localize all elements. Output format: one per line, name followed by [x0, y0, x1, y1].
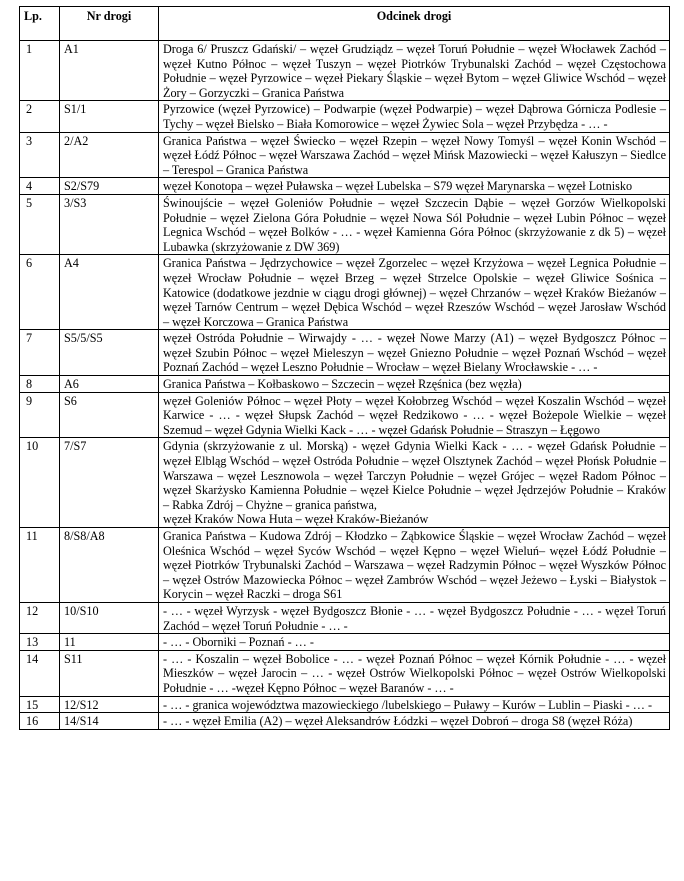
row-road-number: 7/S7	[60, 438, 159, 528]
header-road-segment: Odcinek drogi	[159, 7, 670, 41]
table-row	[20, 650, 670, 696]
row-lp: 4	[20, 178, 60, 195]
table-row	[20, 602, 670, 633]
row-segment-cell	[159, 330, 670, 376]
row-segment-cell	[159, 713, 670, 730]
table-row	[20, 696, 670, 713]
row-road-segment: węzeł Goleniów Północ – węzeł Płoty – węzeł Kołobrzeg Wschód – węzeł Koszalin Wschód – węzeł Karwice - … - węzeł Słupsk Zachód – węzeł Redzikowo - … - węzeł Bożepole Wielkie – węzeł Szemud – węzeł Gdynia Wielki Kack - … - węzeł Gdańsk Południe – Straszyn – Łęgowo	[163, 393, 666, 437]
row-lp: 1	[20, 41, 60, 101]
row-road-segment: Gdynia (skrzyżowanie z ul. Morską) - węzeł Gdynia Wielki Kack - … - węzeł Gdańsk Południe – węzeł Elbląg Wschód – węzeł Ostróda Południe – węzeł Olsztynek Zachód – węzeł Płońsk Południe – Warszawa – węzeł Lesznowola – węzeł Tarczyn Południe – węzeł Grójec – węzeł Radom Północ – węzeł Skarżysko Kamienna Południe – węzeł Kielce Południe – węzeł Jędrzejów Południe – Kraków – Rabka Zdrój – Chyżne – granica państwa, węzeł Kraków Nowa Huta – węzeł Kraków-Bieżanów	[163, 439, 666, 527]
row-road-segment: węzeł Ostróda Południe – Wirwajdy - … - węzeł Nowe Marzy (A1) – węzeł Bydgoszcz Północ – węzeł Szubin Północ – węzeł Mieleszyn – węzeł Gniezno Południe – węzeł Poznań Wschód – węzeł Poznań Zachód – węzeł Leszno Południe – Wrocław – węzeł Bielany Wrocławskie - … -	[163, 331, 666, 375]
row-lp: 3	[20, 132, 60, 178]
table-row	[20, 330, 670, 376]
row-road-number: A4	[60, 255, 159, 330]
table-row	[20, 392, 670, 438]
table-row	[20, 132, 670, 178]
row-road-segment: Droga 6/ Pruszcz Gdański/ – węzeł Grudziądz – węzeł Toruń Południe – węzeł Włocławek Zachód – węzeł Kutno Północ – węzeł Tuszyn – węzeł Piotrków Trybunalski Zachód – węzeł Częstochowa Południe – węzeł Pyrzowice – węzeł Piekary Śląskie – węzeł Bytom – węzeł Gliwice Wschód – węzeł Żory – Gorzyczki – Granica Państwa	[163, 42, 666, 100]
row-segment-cell	[159, 696, 670, 713]
row-road-number: 2/A2	[60, 132, 159, 178]
row-segment-cell	[159, 41, 670, 101]
table-header-row	[20, 7, 670, 41]
row-road-segment: Świnoujście – węzeł Goleniów Południe – węzeł Szczecin Dąbie – węzeł Gorzów Wielkopolski Południe – węzeł Zielona Góra Południe – węzeł Nowa Sól Południe – węzeł Lubin Północ – węzeł Legnica Wschód – węzeł Bolków - … - węzeł Kamienna Góra Północ (skrzyżowanie z dk 5) – węzeł Lubawka (skrzyżowanie z DW 369)	[163, 195, 666, 254]
row-segment-cell	[159, 392, 670, 438]
row-road-segment: Granica Państwa – Kołbaskowo – Szczecin – węzeł Rzęśnica (bez węzła)	[163, 377, 522, 392]
row-lp: 12	[20, 602, 60, 633]
row-segment-cell	[159, 132, 670, 178]
row-road-segment: Granica Państwa – Jędrzychowice – węzeł Zgorzelec – węzeł Krzyżowa – węzeł Legnica Południe – węzeł Wrocław Południe – węzeł Brzeg – węzeł Strzelce Opolskie – węzeł Gliwice Sośnica – Katowice (dodatkowe jezdnie w ciągu drogi głównej) – węzeł Chrzanów – węzeł Kraków Bieżanów – węzeł Tarnów Centrum – węzeł Dębica Wschód – węzeł Rzeszów Wschód – węzeł Jarosław Wschód – węzeł Korczowa – Granica Państwa	[163, 256, 666, 329]
row-lp: 2	[20, 101, 60, 132]
road-table	[19, 6, 670, 730]
row-road-number: 12/S12	[60, 696, 159, 713]
row-segment-cell	[159, 528, 670, 603]
row-road-number: A6	[60, 376, 159, 393]
row-segment-cell	[159, 438, 670, 528]
row-road-segment: - … - Oborniki – Poznań - … -	[163, 635, 314, 650]
row-segment-cell	[159, 194, 670, 254]
row-lp: 5	[20, 194, 60, 254]
row-segment-cell	[159, 255, 670, 330]
row-segment-cell	[159, 634, 670, 651]
row-road-segment: węzeł Konotopa – węzeł Puławska – węzeł Lubelska – S79 węzeł Marynarska – węzeł Lotnisko	[163, 179, 633, 194]
row-road-segment: - … - węzeł Wyrzysk - węzeł Bydgoszcz Błonie - … - węzeł Bydgoszcz Południe - … - węzeł Toruń Zachód – węzeł Toruń Południe - … -	[163, 603, 666, 633]
table-row	[20, 438, 670, 528]
table-row	[20, 376, 670, 393]
row-road-number: S11	[60, 650, 159, 696]
row-road-number: 3/S3	[60, 194, 159, 254]
row-road-number: 14/S14	[60, 713, 159, 730]
row-lp: 9	[20, 392, 60, 438]
row-road-number: S1/1	[60, 101, 159, 132]
table-row	[20, 528, 670, 603]
table-row	[20, 178, 670, 195]
row-road-segment: - … - Koszalin – węzeł Bobolice - … - węzeł Poznań Północ – węzeł Kórnik Południe - … - węzeł Mieszków – węzeł Jarocin – … - węzeł Ostrów Wielkopolski Północ – węzeł Ostrów Wielkopolski Południe - … -węzeł Kępno Północ – węzeł Baranów - … -	[163, 651, 666, 695]
row-road-segment: Granica Państwa – Kudowa Zdrój – Kłodzko – Ząbkowice Śląskie – węzeł Wrocław Zachód – węzeł Oleśnica Wschód – węzeł Syców Wschód – węzeł Kępno – węzeł Wieluń– węzeł Łódź Południe – węzeł Piotrków Trybunalski Zachód – Warszawa – węzeł Radzymin Północ – węzeł Wyszków Północ – węzeł Ostrów Mazowiecka Północ – węzeł Zambrów Wschód – węzeł Jeżewo – Łyski – Białystok – Korycin – węzeł Raczki – droga S61	[163, 529, 666, 602]
row-lp: 6	[20, 255, 60, 330]
row-road-number: 8/S8/A8	[60, 528, 159, 603]
row-segment-cell	[159, 101, 670, 132]
row-lp: 16	[20, 713, 60, 730]
header-lp: Lp.	[20, 7, 60, 41]
row-lp: 7	[20, 330, 60, 376]
row-lp: 15	[20, 696, 60, 713]
row-road-number: A1	[60, 41, 159, 101]
row-road-segment: - … - węzeł Emilia (A2) – węzeł Aleksandrów Łódzki – węzeł Dobroń – droga S8 (węzeł Róża)	[163, 714, 633, 729]
row-road-number: S5/5/S5	[60, 330, 159, 376]
table-row	[20, 255, 670, 330]
header-road-number: Nr drogi	[60, 7, 159, 41]
row-road-number: 10/S10	[60, 602, 159, 633]
row-lp: 10	[20, 438, 60, 528]
row-lp: 14	[20, 650, 60, 696]
table-row	[20, 634, 670, 651]
row-lp: 8	[20, 376, 60, 393]
document-page	[19, 6, 670, 730]
table-row	[20, 194, 670, 254]
row-segment-cell	[159, 376, 670, 393]
table-row	[20, 713, 670, 730]
row-road-number: S6	[60, 392, 159, 438]
row-road-segment: Granica Państwa – węzeł Świecko – węzeł Rzepin – węzeł Nowy Tomyśl – węzeł Konin Wschód – węzeł Łódź Północ – węzeł Warszawa Zachód – węzeł Mińsk Mazowiecki – węzeł Kałuszyn – Siedlce – Terespol – Granica Państwa	[163, 133, 666, 177]
row-road-number: S2/S79	[60, 178, 159, 195]
table-row	[20, 41, 670, 101]
row-lp: 13	[20, 634, 60, 651]
row-segment-cell	[159, 650, 670, 696]
row-segment-cell	[159, 602, 670, 633]
row-road-number: 11	[60, 634, 159, 651]
row-road-segment: - … - granica województwa mazowieckiego /lubelskiego – Puławy – Kurów – Lublin – Piaski - … -	[163, 697, 653, 712]
row-lp: 11	[20, 528, 60, 603]
table-row	[20, 101, 670, 132]
row-segment-cell	[159, 178, 670, 195]
row-road-segment: Pyrzowice (węzeł Pyrzowice) – Podwarpie (węzeł Podwarpie) – węzeł Dąbrowa Górnicza Podlesie – Tychy – węzeł Bielsko – Biała Komorowice – węzeł Żywiec Sola – węzeł Przybędza - … -	[163, 102, 666, 131]
